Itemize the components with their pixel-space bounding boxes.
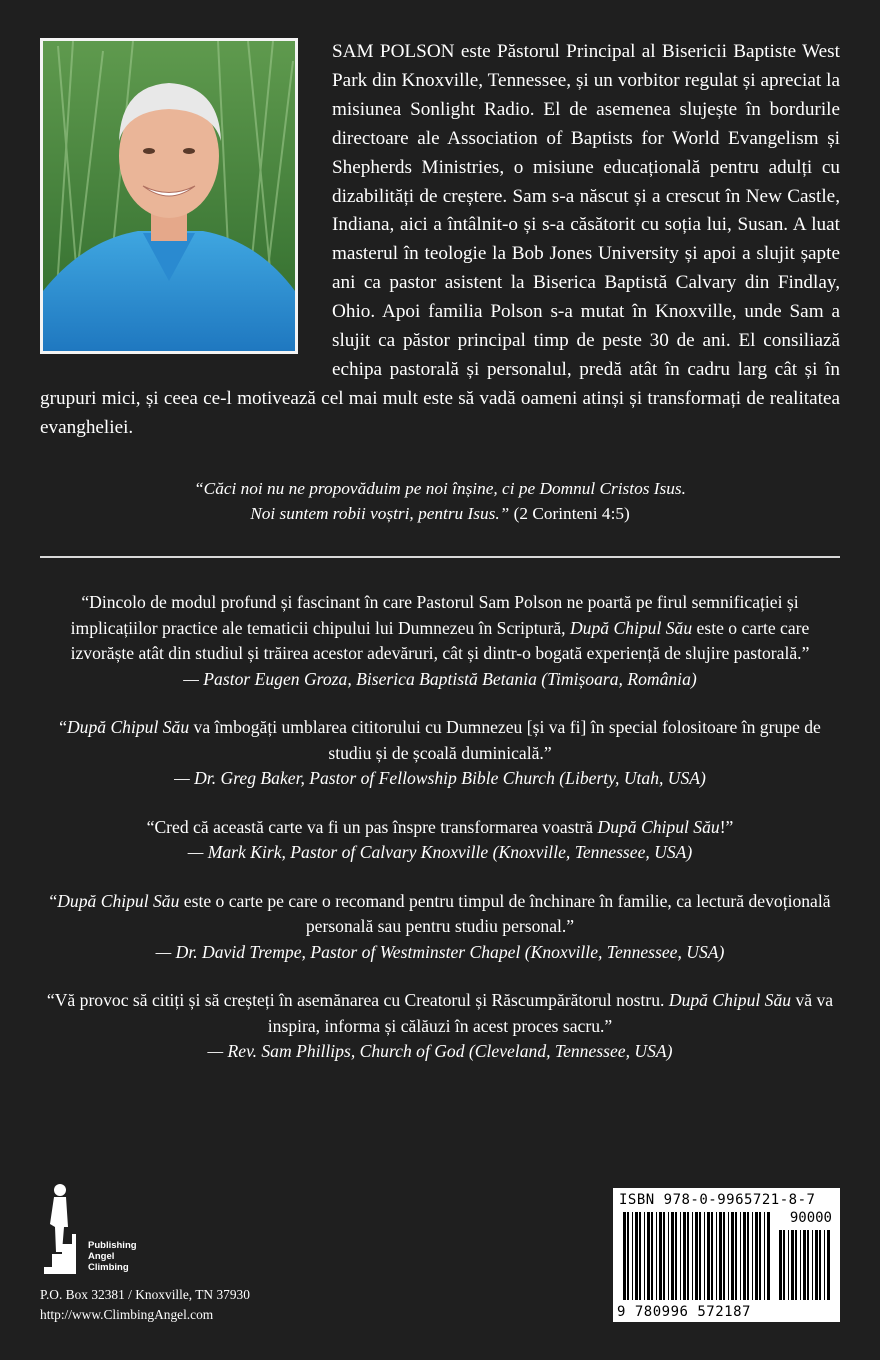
divider	[40, 556, 840, 558]
barcode-stripe	[767, 1212, 770, 1300]
verse-line-1: “Căci noi nu ne propovăduim pe noi înșine, ci pe Domnul Cristos Isus.	[194, 479, 686, 498]
logo-text-angel: Angel	[88, 1251, 115, 1262]
author-bio	[40, 38, 840, 443]
barcode-stripe	[632, 1212, 633, 1300]
endorsement	[40, 815, 840, 866]
endorsement	[40, 715, 840, 792]
endorsement-attribution: — Mark Kirk, Pastor of Calvary Knoxville (Knoxville, Tennessee, USA)	[187, 842, 693, 862]
endorsement-text-start: “	[49, 890, 58, 911]
barcode-stripe	[740, 1212, 741, 1300]
barcode-stripe	[671, 1212, 674, 1300]
endorsement-text	[40, 715, 840, 766]
barcode-stripe	[728, 1212, 729, 1300]
endorsement	[40, 988, 840, 1065]
barcode-stripe	[680, 1212, 681, 1300]
publisher-address	[40, 1285, 250, 1324]
barcode-stripe	[623, 1212, 626, 1300]
isbn-barcode	[613, 1188, 840, 1322]
logo-text-publishing: Publishing	[88, 1240, 137, 1251]
price-bars	[779, 1230, 833, 1302]
barcode-stripe	[743, 1212, 746, 1300]
endorsements	[40, 590, 840, 1088]
bible-verse	[60, 476, 820, 526]
barcode-stripe	[659, 1212, 662, 1300]
barcode-stripe	[635, 1212, 638, 1300]
verse-line-2	[60, 501, 820, 526]
photo-spacer	[40, 38, 332, 374]
endorsement-text-start: “Dincolo de modul profund și fascinant în care Pastorul Sam Polson ne poartă pe firul semnificației și implicațiilor practice ale tematicii chipului lui Dumnezeu în Scriptură,	[70, 592, 799, 638]
barcode-stripe	[711, 1212, 713, 1300]
endorsement-text	[40, 590, 840, 667]
endorsement-text-start: “Cred că această carte va fi un pas înspre transformarea voastră	[146, 816, 598, 837]
barcode-stripe	[791, 1230, 794, 1300]
barcode-stripe	[675, 1212, 677, 1300]
postal-address: P.O. Box 32381 / Knoxville, TN 37930	[40, 1287, 250, 1302]
book-title: După Chipul Său	[57, 890, 180, 911]
logo-text-climbing: Climbing	[88, 1262, 129, 1273]
barcode-stripe	[752, 1212, 753, 1300]
barcode-stripe	[764, 1212, 765, 1300]
barcode-stripe	[716, 1212, 717, 1300]
barcode-stripe	[735, 1212, 737, 1300]
book-title: După Chipul Său	[66, 717, 190, 737]
barcode-stripe	[651, 1212, 653, 1300]
barcode-stripe	[644, 1212, 645, 1300]
barcode-stripe	[704, 1212, 705, 1300]
endorsement-text	[40, 988, 840, 1039]
barcode-stripe	[815, 1230, 818, 1300]
barcode-stripe	[692, 1212, 693, 1300]
barcode-stripe	[755, 1212, 758, 1300]
isbn-label: ISBN 978-0-9965721-8-7	[619, 1192, 816, 1208]
barcode-stripe	[803, 1230, 806, 1300]
barcode-stripe	[800, 1230, 801, 1300]
barcode-stripe	[747, 1212, 749, 1300]
book-title: După Chipul Său	[668, 990, 792, 1010]
barcode-stripe	[807, 1230, 809, 1300]
barcode-stripe	[719, 1212, 722, 1300]
author-bio-text: SAM POLSON este Păstorul Principal al Bisericii Baptiste West Park din Knoxville, Tennessee, și un vorbitor regulat și apreciat la misiunea Sonlight Radio. El de asemenea slujește în bordurile directoare ale Association of Baptists for World Evangelism și Shepherds Ministries, o misiune educațională pentru adulți cu dizabilități de creștere. Sam s-a născut și a crescut în New Castle, Indiana, aici a întâlnit-o și s-a căsătorit cu soția lui, Susan. A luat masterul în teologie la Bob Jones University și apoi a slujit șapte ani ca pastor asistent la Biserica Baptistă Calvary din Findlay, Ohio. Apoi familia Polson s-a mutat în Knoxville, unde Sam a slujit ca păstor principal timp de peste 30 de ani. El consiliază echipa pastorală și personalul, predă atât în cadru larg cât și în grupuri mici, și ceea ce-l motivează cel mai mult este să vadă oameni atinși și transformați de realitatea evangheliei.	[40, 41, 840, 438]
ean-bars	[623, 1212, 771, 1302]
barcode-stripe	[819, 1230, 821, 1300]
barcode-stripe	[759, 1212, 761, 1300]
endorsement	[40, 590, 840, 692]
barcode-stripe	[668, 1212, 669, 1300]
barcode-stripe	[647, 1212, 650, 1300]
endorsement-text	[40, 889, 840, 940]
barcode-stripe	[687, 1212, 689, 1300]
barcode-stripe	[824, 1230, 825, 1300]
endorsement-text-start: “Vă provoc să citiți și să creșteți în asemănarea cu Creatorul și Răscumpărătorul nostru.	[46, 990, 669, 1010]
verse-line-2-text: Noi suntem robii voștri, pentru Isus.”	[250, 504, 510, 523]
barcode-stripe	[783, 1230, 785, 1300]
endorsement	[40, 889, 840, 966]
barcode-stripe	[663, 1212, 665, 1300]
barcode-stripe	[779, 1230, 782, 1300]
endorsement-attribution: — Pastor Eugen Groza, Biserica Baptistă Betania (Timișoara, România)	[183, 668, 697, 689]
endorsement-attribution: — Dr. David Trempe, Pastor of Westminster Chapel (Knoxville, Tennessee, USA)	[155, 941, 725, 962]
publisher-logo	[40, 1182, 160, 1282]
endorsement-text-start: “	[59, 717, 67, 737]
barcode-stripe	[656, 1212, 657, 1300]
endorsement-text-end: vă va inspira, informa și călăuzi în acest proces sacru.”	[267, 990, 834, 1036]
publisher-url: http://www.ClimbingAngel.com	[40, 1306, 214, 1322]
barcode-stripe	[788, 1230, 789, 1300]
verse-reference: (2 Corinteni 4:5)	[509, 504, 630, 523]
endorsement-text	[40, 815, 840, 841]
barcode-stripe	[627, 1212, 629, 1300]
barcode-stripe	[699, 1212, 701, 1300]
barcode-stripe	[723, 1212, 725, 1300]
barcode-stripe	[812, 1230, 813, 1300]
barcode-stripe	[695, 1212, 698, 1300]
ean-number: 9 780996 572187	[617, 1304, 751, 1320]
climbing-angel-logo-icon	[40, 1182, 160, 1282]
endorsement-text-end: este o carte care izvorăște atât din studiul și trăirea acestor adevăruri, cât și dintr-o bogată experiență de slujire pastorală.”	[70, 617, 810, 663]
book-title: După Chipul Său	[597, 816, 720, 837]
barcode-stripe	[639, 1212, 641, 1300]
barcode-stripe	[731, 1212, 734, 1300]
barcode-stripe	[827, 1230, 830, 1300]
endorsement-text-end: !”	[719, 816, 734, 837]
book-title: După Chipul Său	[569, 617, 693, 638]
barcode-stripe	[795, 1230, 797, 1300]
endorsement-attribution: — Dr. Greg Baker, Pastor of Fellowship Bible Church (Liberty, Utah, USA)	[174, 768, 706, 788]
endorsement-text-end: va îmbogăți umblarea cititorului cu Dumnezeu [și va fi] în special folositoare în grupe de studiu și de școală duminicală.”	[189, 717, 821, 763]
barcode-stripe	[683, 1212, 686, 1300]
endorsement-attribution: — Rev. Sam Phillips, Church of God (Cleveland, Tennessee, USA)	[207, 1041, 673, 1061]
barcode-stripe	[707, 1212, 710, 1300]
price-code: 90000	[789, 1210, 832, 1226]
endorsement-text-end: este o carte pe care o recomand pentru timpul de închinare în familie, ca lectură devoțională personală sau pentru studiu personal.”	[179, 890, 831, 936]
